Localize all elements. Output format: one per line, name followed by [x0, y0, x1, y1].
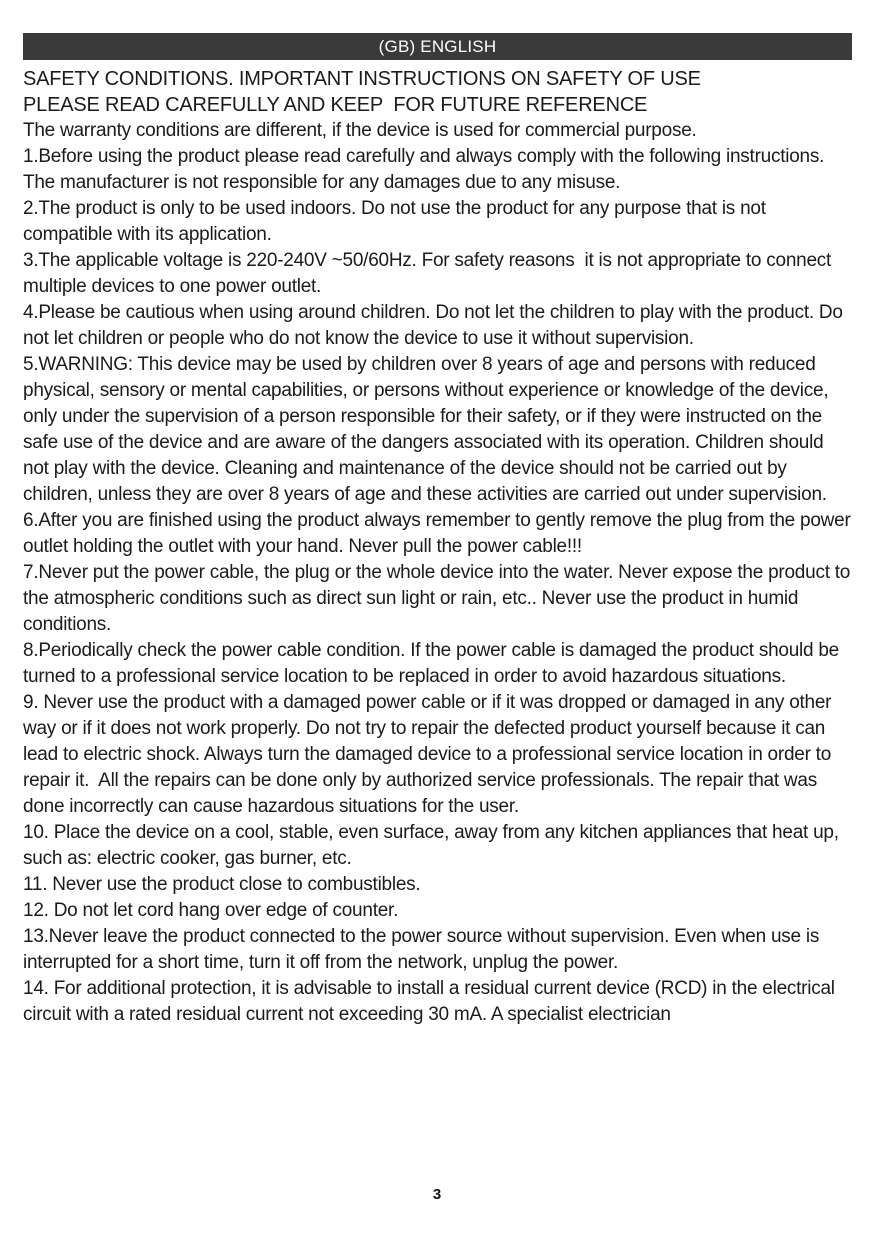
page-number: 3	[432, 1186, 442, 1203]
safety-item-14: 14. For additional protection, it is advisable to install a residual current device (RCD) in the electrical circuit with a rated residual current not exceeding 30 mA. A specialist electrician	[23, 978, 840, 1025]
document-title-line-2: PLEASE READ CAREFULLY AND KEEP FOR FUTURE REFERENCE	[23, 94, 648, 116]
safety-item-12: 12. Do not let cord hang over edge of counter.	[23, 900, 399, 921]
safety-item-7: 7.Never put the power cable, the plug or the whole device into the water. Never expose the product to the atmospheric conditions such as direct sun light or rain, etc.. Never use the product in humid conditions.	[23, 562, 856, 635]
safety-item-8: 8.Periodically check the power cable condition. If the power cable is damaged the product should be turned to a professional service location to be replaced in order to avoid hazardous situations.	[23, 640, 845, 687]
safety-item-2: 2.The product is only to be used indoors. Do not use the product for any purpose that is not compatible with its application.	[23, 198, 771, 245]
safety-item-9: 9. Never use the product with a damaged power cable or if it was dropped or damaged in any other way or if it does not work properly. Do not try to repair the defected product yourself because it can lead to electric shock. Always turn the damaged device to a professional service location in order to repair it. All the repairs can be done only by authorized service professionals. The repair that was done incorrectly can cause hazardous situations for the user.	[23, 692, 837, 817]
safety-item-5: 5.WARNING: This device may be used by children over 8 years of age and persons with reduced physical, sensory or mental capabilities, or persons without experience or knowledge of the device, only under the supervision of a person responsible for their safety, or if they were instructed on the safe use of the device and are aware of the dangers associated with its operation. Children should not play with the device. Cleaning and maintenance of the device should not be carried out by children, unless they are over 8 years of age and these activities are carried out under supervision.	[23, 354, 834, 505]
language-banner	[23, 33, 852, 60]
safety-item-4: 4.Please be cautious when using around children. Do not let the children to play with the product. Do not let children or people who do not know the device to use it without supervision.	[23, 302, 848, 349]
safety-item-1: 1.Before using the product please read carefully and always comply with the following instructions. The manufacturer is not responsible for any damages due to any misuse.	[23, 146, 829, 193]
intro-paragraph: The warranty conditions are different, if the device is used for commercial purpose.	[23, 120, 697, 141]
safety-item-11: 11. Never use the product close to combustibles.	[23, 874, 421, 895]
safety-item-6: 6.After you are finished using the product always remember to gently remove the plug from the power outlet holding the outlet with your hand. Never pull the power cable!!!	[23, 510, 856, 557]
language-banner-label: (GB) ENGLISH	[378, 37, 497, 56]
safety-item-10: 10. Place the device on a cool, stable, even surface, away from any kitchen appliances that heat up, such as: electric cooker, gas burner, etc.	[23, 822, 844, 869]
safety-item-3: 3.The applicable voltage is 220-240V ~50/60Hz. For safety reasons it is not appropriate to connect multiple devices to one power outlet.	[23, 250, 837, 297]
page-content	[23, 66, 856, 1028]
document-title-line-1: SAFETY CONDITIONS. IMPORTANT INSTRUCTIONS ON SAFETY OF USE	[23, 68, 701, 90]
safety-item-13: 13.Never leave the product connected to the power source without supervision. Even when use is interrupted for a short time, turn it off from the network, unplug the power.	[23, 926, 825, 973]
